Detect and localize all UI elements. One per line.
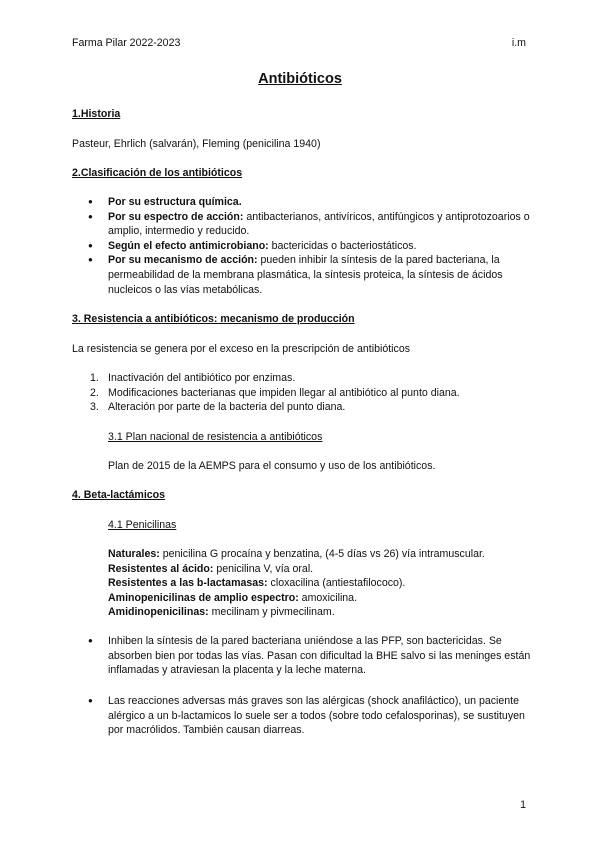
type-label: Resistentes a las b-lactamasas: xyxy=(108,577,268,590)
item-text: pueden inhibir la síntesis de la pared bacteriana, la permeabilidad de la membrana plasmática, la síntesis proteica, la síntesis de ácidos nucleicos o las vías metabólicas. xyxy=(108,254,503,296)
item-number: 3. xyxy=(90,401,99,414)
section-3-1-text: Plan de 2015 de la AEMPS para el consumo y uso de los antibióticos. xyxy=(108,460,436,472)
page-title: Antibióticos xyxy=(258,71,342,87)
list-item xyxy=(72,239,532,254)
section-3-intro: La resistencia se genera por el exceso en la prescripción de antibióticos xyxy=(72,343,411,355)
section-4-1-heading: 4.1 Penicilinas xyxy=(108,519,177,531)
type-label: Resistentes al ácido: xyxy=(108,562,214,575)
classification-list xyxy=(72,195,532,297)
type-label: Amidinopenicilinas: xyxy=(108,606,209,619)
item-number: 1. xyxy=(90,372,99,384)
list-item: ● Inhiben la síntesis de la pared bacteriana uniéndose a las PFP, son bactericidas. Se absorben bien por todas las vías. Pasan con dificultad la BHE salvo si las meninges están inflamadas y atraviesan la placenta y la leche materna. xyxy=(72,634,532,678)
item-text: antibacterianos, antivíricos, antifúngicos y antiprotozoarios o amplio, intermedio y reducido. xyxy=(108,210,530,238)
section-3-1-heading: 3.1 Plan nacional de resistencia a antibióticos xyxy=(108,431,323,443)
penicillin-type xyxy=(108,605,532,620)
item-label: Por su espectro de acción: xyxy=(108,210,244,223)
item-label: Por su estructura química. xyxy=(108,196,242,208)
type-text: penicilina V, vía oral. xyxy=(213,562,314,575)
list-item xyxy=(72,386,532,401)
penicillin-bullet-2 xyxy=(72,694,532,738)
penicillin-type xyxy=(108,547,532,562)
section-1-heading: 1.Historia xyxy=(72,108,121,120)
type-text: amoxicilina. xyxy=(298,591,358,604)
item-label: Según el efecto antimicrobiano: xyxy=(108,239,269,252)
list-item: ● Las reacciones adversas más graves son las alérgicas (shock anafiláctico), un paciente alérgico a un b-lactamicos lo suele ser a todos (sobre todo cefalosporinas), se sustituyen por macrólidos. También causan diarreas. xyxy=(72,694,532,738)
penicillin-types xyxy=(108,547,532,620)
item-text: Inactivación del antibiótico por enzimas. xyxy=(108,372,296,384)
list-item xyxy=(72,253,532,297)
section-4-heading: 4. Beta-lactámicos xyxy=(72,489,166,501)
mechanism-list xyxy=(72,371,532,415)
type-text: penicilina G procaína y benzatina, (4-5 días vs 26) vía intramuscular. xyxy=(159,548,485,560)
type-text: cloxacilina (antiestafilococo). xyxy=(267,577,406,590)
header-right: i.m xyxy=(511,37,526,49)
section-3-heading: 3. Resistencia a antibióticos: mecanismo de producción xyxy=(72,313,355,325)
header-left: Farma Pilar 2022-2023 xyxy=(72,37,181,49)
penicillin-bullet-1 xyxy=(72,634,532,678)
section-1-text: Pasteur, Ehrlich (salvarán), Fleming (penicilina 1940) xyxy=(72,138,321,150)
item-number: 2. xyxy=(90,386,99,399)
item-text: bactericidas o bacteriostáticos. xyxy=(268,239,417,252)
list-item xyxy=(72,195,532,210)
item-text: Alteración por parte de la bacteria del punto diana. xyxy=(108,401,346,414)
item-text: Modificaciones bacterianas que impiden llegar al antibiótico al punto diana. xyxy=(108,386,460,399)
section-2-heading: 2.Clasificación de los antibióticos xyxy=(72,167,243,179)
item-label: Por su mecanismo de acción: xyxy=(108,254,258,267)
type-label: Naturales: xyxy=(108,548,160,560)
list-item xyxy=(72,210,532,239)
list-item xyxy=(72,400,532,415)
penicillin-type xyxy=(108,591,532,606)
type-text: mecilinam y pivmecilinam. xyxy=(208,606,335,619)
type-label: Aminopenicilinas de amplio espectro: xyxy=(108,591,299,604)
penicillin-type xyxy=(108,576,532,591)
list-item xyxy=(72,371,532,386)
penicillin-type xyxy=(108,562,532,577)
page-number: 1 xyxy=(520,799,526,811)
